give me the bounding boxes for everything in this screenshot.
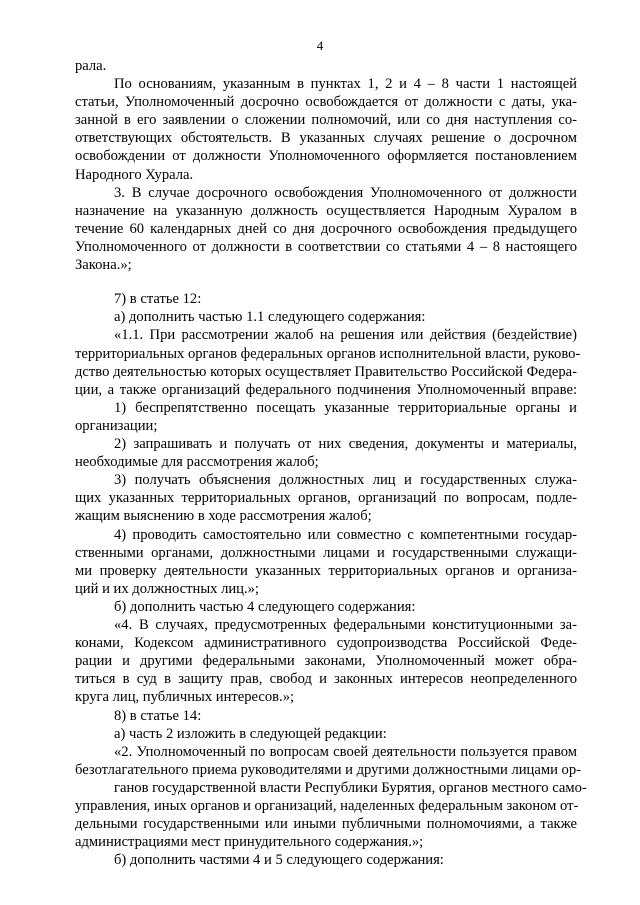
text-line: жащим выяснению в ходе рассмотрения жалоб; xyxy=(75,508,372,524)
text-line: течение 60 календарных дней со дня досрочного освобождения предыдущего xyxy=(75,221,577,237)
text-line: Уполномоченного от должности в соответствии со статьями 4 – 8 настоящего xyxy=(75,239,577,255)
text-line: б) дополнить частями 4 и 5 следующего содержания: xyxy=(114,852,444,868)
text-line: круга лиц, публичных интересов.»; xyxy=(75,689,295,705)
text-line: дство деятельностью которых осуществляет Правительство Российской Федера- xyxy=(75,364,577,380)
text-line: щих указанных территориальных органов, организаций по вопросам, подле- xyxy=(75,490,577,506)
text-line: рала. xyxy=(75,58,107,74)
text-line: Народного Хурала. xyxy=(75,167,194,183)
text-line: 4) проводить самостоятельно или совместно с компетентными государ- xyxy=(114,527,577,543)
text-line: ми проверку деятельности указанных территориальных органов и организа- xyxy=(75,563,577,579)
text-line: организации; xyxy=(75,418,158,434)
text-line: ответствующих обстоятельств. В указанных случаях решение о досрочном xyxy=(75,130,577,146)
text-line: статьи, Уполномоченный досрочно освобождается от должности с даты, ука- xyxy=(75,94,577,110)
text-line: «2. Уполномоченный по вопросам своей деятельности пользуется правом xyxy=(114,744,577,760)
text-line: управления, иных органов и организаций, наделенных федеральным законом от- xyxy=(75,798,579,814)
text-line: рации и другими федеральными законами, Уполномоченный может обра- xyxy=(75,653,577,669)
text-line: б) дополнить частью 4 следующего содержания: xyxy=(114,599,416,615)
text-line: 2) запрашивать и получать от них сведения, документы и материалы, xyxy=(114,436,577,452)
text-line: конами, Кодексом административного судопроизводства Российской Феде- xyxy=(75,635,577,651)
page-number: 4 xyxy=(316,38,324,53)
text-line: 7) в статье 12: xyxy=(114,291,202,307)
text-line: территориальных органов федеральных органов исполнительной власти, руково- xyxy=(75,346,581,362)
text-line: 3) получать объяснения должностных лиц и государственных служа- xyxy=(114,472,577,488)
text-line: ганов государственной власти Республики Бурятия, органов местного само- xyxy=(114,780,587,796)
text-line: 8) в статье 14: xyxy=(114,708,202,724)
text-line: ций и их должностных лиц.»; xyxy=(75,581,259,597)
text-line: безотлагательного приема руководителями и другими должностными лицами ор- xyxy=(75,762,581,778)
text-line: «1.1. При рассмотрении жалоб на решения или действия (бездействие) xyxy=(114,327,577,343)
text-line: дельными государственными или иными публичными полномочиями, а также xyxy=(75,816,577,832)
text-line: 3. В случае досрочного освобождения Уполномоченного от должности xyxy=(114,185,577,201)
text-line: ственными органами, должностными лицами и государственными служащи- xyxy=(75,545,577,561)
text-line: 1) беспрепятственно посещать указанные территориальные органы и xyxy=(114,400,577,416)
text-line: По основаниям, указанным в пунктах 1, 2 и 4 – 8 части 1 настоящей xyxy=(114,76,577,92)
text-line: ции, а также организаций федерального подчинения Уполномоченный вправе: xyxy=(75,382,577,398)
text-line: назначение на указанную должность осуществляется Народным Хуралом в xyxy=(75,203,577,219)
text-line: занной в его заявлении о сложении полномочий, или со дня наступления со- xyxy=(75,112,577,128)
text-line: а) часть 2 изложить в следующей редакции: xyxy=(114,726,387,742)
text-line: «4. В случаях, предусмотренных федеральными конституционными за- xyxy=(114,617,577,633)
text-line: а) дополнить частью 1.1 следующего содержания: xyxy=(114,309,426,325)
text-line: необходимые для рассмотрения жалоб; xyxy=(75,454,319,470)
text-line: титься в суд в защиту прав, свобод и законных интересов неопределенного xyxy=(75,671,577,687)
text-line: освобождении от должности Уполномоченного оформляется постановлением xyxy=(75,148,577,164)
text-line: администрациями мест принудительного содержания.»; xyxy=(75,834,424,850)
text-line: Закона.»; xyxy=(75,257,132,273)
